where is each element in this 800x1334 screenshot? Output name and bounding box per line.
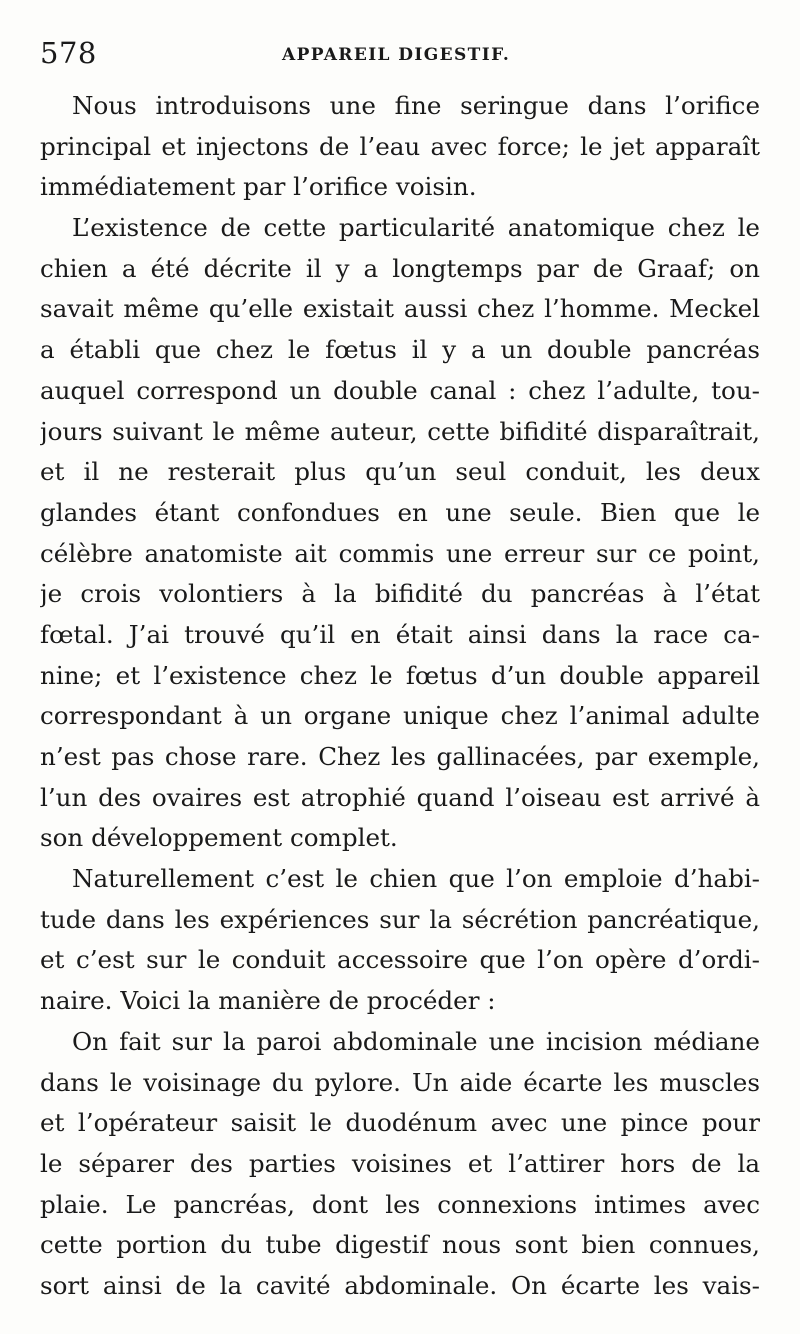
text-line: fœtal. J’ai trouvé qu’il en était ainsi dans la race ca- bbox=[40, 619, 760, 649]
text-line: L’existence de cette particularité anatomique chez le bbox=[72, 213, 760, 243]
running-head: APPAREIL DIGESTIF. bbox=[282, 45, 511, 65]
paragraph-4 bbox=[40, 1022, 760, 1307]
text-line: nine; et l’existence chez le fœtus d’un double appareil bbox=[40, 660, 760, 690]
paragraph-3 bbox=[40, 859, 760, 1022]
text-line: jours suivant le même auteur, cette bifidité disparaîtrait, bbox=[40, 416, 760, 446]
text-line: n’est pas chose rare. Chez les gallinacées, par exemple, bbox=[40, 742, 760, 771]
text-line: a établi que chez le fœtus il y a un double pancréas bbox=[40, 335, 760, 365]
text-line: naire. Voici la manière de procéder : bbox=[40, 986, 496, 1016]
text-line: célèbre anatomiste ait commis une erreur sur ce point, bbox=[40, 538, 760, 568]
text-line: On fait sur la paroi abdominale une incision médiane bbox=[72, 1026, 760, 1056]
text-line: Naturellement c’est le chien que l’on emploie d’habi- bbox=[72, 864, 760, 894]
text-line: immédiatement par l’orifice voisin. bbox=[40, 172, 477, 202]
text-line: l’un des ovaires est atrophié quand l’oiseau est arrivé à bbox=[40, 782, 760, 812]
text-line: correspondant à un organe unique chez l’animal adulte bbox=[40, 701, 760, 731]
text-line: chien a été décrite il y a longtemps par de Graaf; on bbox=[40, 253, 760, 283]
paragraph-2 bbox=[40, 208, 760, 859]
text-line: auquel correspond un double canal : chez l’adulte, tou- bbox=[40, 375, 760, 405]
text-line: dans le voisinage du pylore. Un aide écarte les muscles bbox=[40, 1067, 760, 1097]
text-line: principal et injectons de l’eau avec force; le jet apparaît bbox=[40, 131, 760, 161]
text-line: son développement complet. bbox=[40, 823, 398, 853]
text-line: cette portion du tube digestif nous sont bien connues, bbox=[40, 1230, 760, 1260]
text-line: et il ne resterait plus qu’un seul conduit, les deux bbox=[40, 457, 760, 487]
text-line: et c’est sur le conduit accessoire que l’on opère d’ordi- bbox=[40, 945, 760, 975]
text-line: savait même qu’elle existait aussi chez l’homme. Meckel bbox=[40, 294, 760, 324]
page-number: 578 bbox=[40, 36, 97, 70]
text-line: sort ainsi de la cavité abdominale. On écarte les vais- bbox=[40, 1270, 760, 1300]
text-line: plaie. Le pancréas, dont les connexions intimes avec bbox=[40, 1189, 760, 1219]
body-text bbox=[40, 86, 760, 1307]
page-header bbox=[40, 36, 760, 70]
text-line: glandes étant confondues en une seule. Bien que le bbox=[40, 497, 760, 527]
text-line: Nous introduisons une fine seringue dans l’orifice bbox=[72, 91, 760, 120]
paragraph-1 bbox=[40, 86, 760, 208]
text-line: je crois volontiers à la bifidité du pancréas à l’état bbox=[40, 579, 760, 609]
text-line: le séparer des parties voisines et l’attirer hors de la bbox=[40, 1148, 760, 1178]
text-line: et l’opérateur saisit le duodénum avec une pince pour bbox=[40, 1108, 760, 1138]
text-line: tude dans les expériences sur la sécrétion pancréatique, bbox=[40, 904, 760, 934]
